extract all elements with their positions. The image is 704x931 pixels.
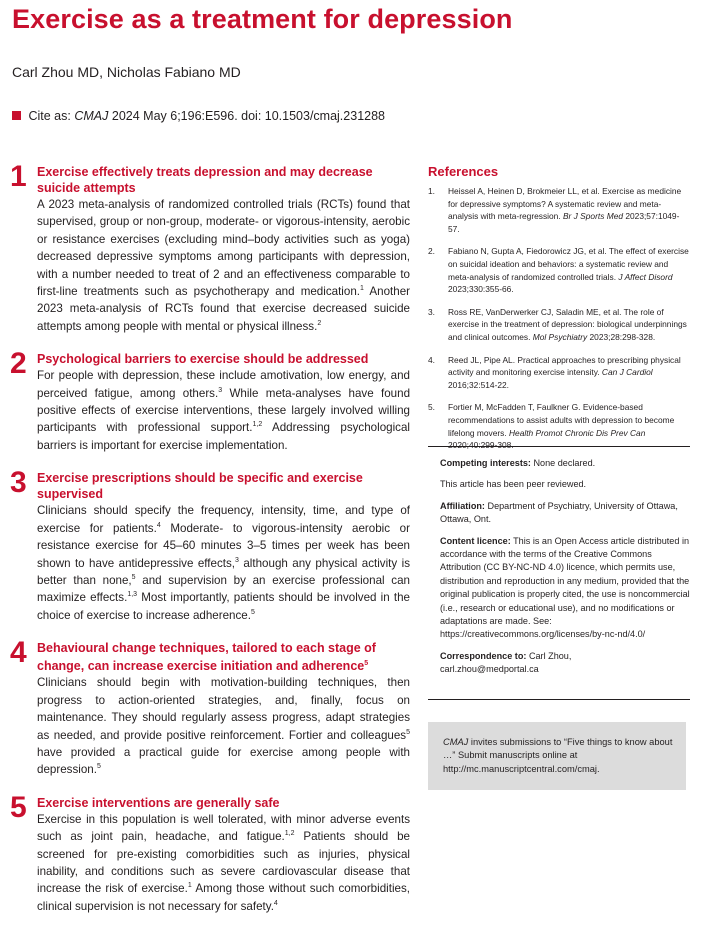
item-number: 4	[10, 636, 27, 670]
reference-item: 1. Heissel A, Heinen D, Brokmeier LL, et al. Exercise as medicine for depressive symptoms? A systematic review and meta-analysis with meta-regression. Br J Sports Med 2023;57:1049-57.	[428, 186, 682, 234]
cite-prefix: Cite as:	[28, 109, 71, 123]
authors: Carl Zhou MD, Nicholas Fabiano MD	[12, 64, 241, 80]
cite-journal: CMAJ	[74, 109, 109, 123]
item-title: Behavioural change techniques, tailored to each stage of change, can increase exercise initiation and adherence$^5$	[37, 641, 376, 674]
item-title: Exercise prescriptions should be specific and exercise supervised	[37, 471, 363, 502]
submissions-box	[428, 722, 686, 790]
peer-review-note: This article has been peer reviewed.	[440, 479, 587, 490]
item-title: Exercise interventions are generally safe	[37, 795, 280, 810]
submit-text: invites submissions to “Five things to know about …” Submit manuscripts online at http://mc.manuscriptcentral.com/cmaj.	[443, 737, 673, 774]
item-number: 3	[10, 466, 27, 500]
five-things-list	[10, 160, 411, 931]
citation	[12, 109, 385, 123]
article-info-box	[428, 446, 690, 700]
reference-item: 3. Ross RE, VanDerwerker CJ, Saladin ME, et al. The role of exercise in the treatment of depression: biological underpinnings and clinical outcomes. Mol Psychiatry 2023;28:298-328.	[428, 306, 687, 342]
square-bullet-icon	[12, 111, 21, 120]
affiliation: Affiliation: Department of Psychiatry, University of Ottawa, Ottawa, Ont.	[440, 500, 678, 525]
item-number: 1	[10, 160, 27, 193]
item-title: Psychological barriers to exercise should be addressed	[37, 352, 369, 367]
item-body: Exercise in this population is well tolerated, with minor adverse events such as joint pain, headache, and fatigue.$^{1,2}$ Patients should be screened for pre-existing comorbidities such as injuries, physical inability, and conditions such as severe cardiovascular disease that increase the risk of exercise.$^1$ Among those without such comorbidities, clinical supervision is not necessary for safety.$^4$	[37, 812, 410, 913]
reference-item: 2. Fabiano N, Gupta A, Fiedorowicz JG, et al. The effect of exercise on suicidal ideation and behaviors: a systematic review and meta-analysis of randomized controlled trials. J Affect Disord 2023;330:355-66.	[428, 246, 689, 295]
cite-details: 2024 May 6;196:E596. doi: 10.1503/cmaj.231288	[111, 109, 385, 123]
references-list	[428, 185, 690, 452]
competing-interests: Competing interests: None declared.	[440, 458, 596, 468]
correspondence: Correspondence to: Carl Zhou, carl.zhou@medportal.ca	[440, 650, 572, 675]
reference-item: 4. Reed JL, Pipe AL. Practical approaches to prescribing physical activity and monitoring exercise intensity. Can J Cardiol 2016;32:514-22.	[428, 354, 681, 390]
item-body: Clinicians should begin with motivation-building techniques, then progress to action-oriented strategies, and, finally, focus on maintenance. They should regularly assess progress, adapt strategies as needed, and provide positive reinforcement. Fortier and colleagues$^5$ have provided a practical guide for exercise among people with depression.$^5$	[37, 676, 410, 777]
item-title: Exercise effectively treats depression and may decrease suicide attempts	[37, 165, 373, 195]
thing-item	[10, 790, 410, 915]
reference-item: 5. Fortier M, McFadden T, Faulkner G. Evidence-based recommendations to assist adults with depression to become lifelong movers. Health Promot Chronic Dis Prev Can 2020;40:299-308.	[428, 402, 675, 451]
item-body: For people with depression, these include amotivation, low energy, and perceived fatigue, among others.$^3$ While meta-analyses have found positive effects of exercise interventions, these largely involved willing participants with professional support.$^{1,2}$ Addressing psychological barriers is important for exercise implementation.	[37, 369, 411, 452]
thing-item	[10, 160, 410, 335]
page-title: Exercise as a treatment for depression	[12, 4, 513, 34]
references-section	[428, 164, 690, 462]
item-body: A 2023 meta-analysis of randomized controlled trials (RCTs) found that supervised, group or non-group, moderate- or vigorous-intensity, aerobic or resistance exercises (excluding mind–body activities such as yoga) decreased depressive symptoms among participants with depression, with a number needed to treat of 2 and an effectiveness comparable to first-line treatments such as psychotherapy and medication.$^1$ Another 2023 meta-analysis of RCTs found that exercise decreased suicide attempts among people with mental or physical illness.$^2$	[37, 198, 410, 333]
submit-journal: CMAJ	[443, 737, 469, 747]
thing-item	[10, 347, 411, 454]
references-heading: References	[428, 164, 499, 179]
thing-item	[10, 636, 410, 779]
item-body: Clinicians should specify the frequency, intensity, time, and type of exercise for patients.$^4$ Moderate- to vigorous-intensity aerobic or resistance exercise for 45–60 minutes 3–5 times per week has been shown to have antidepressive effects,$^3$ although any physical activity is better than none,$^5$ and supervision by an exercise professional can maximize effects.$^{1,3}$ Most importantly, patients should be involved in the choice of exercise to increase adherence.$^5$	[37, 504, 410, 622]
correspondence-email[interactable]: carl.zhou@medportal.ca	[440, 664, 539, 675]
item-number: 5	[10, 790, 27, 824]
thing-item	[10, 466, 410, 624]
item-number: 2	[10, 347, 27, 381]
content-licence: Content licence: This is an Open Access article distributed in accordance with the terms of the Creative Commons Attribution (CC BY-NC-ND 4.0) licence, which permits use, distribution and reproduction in any medium, provided that the original publication is properly cited, the use is noncommercial (i.e., research or educational use), and no modifications or adaptations are made. See: https://creativecommons.org/licenses/by-nc-nd/4.0/	[440, 535, 690, 640]
